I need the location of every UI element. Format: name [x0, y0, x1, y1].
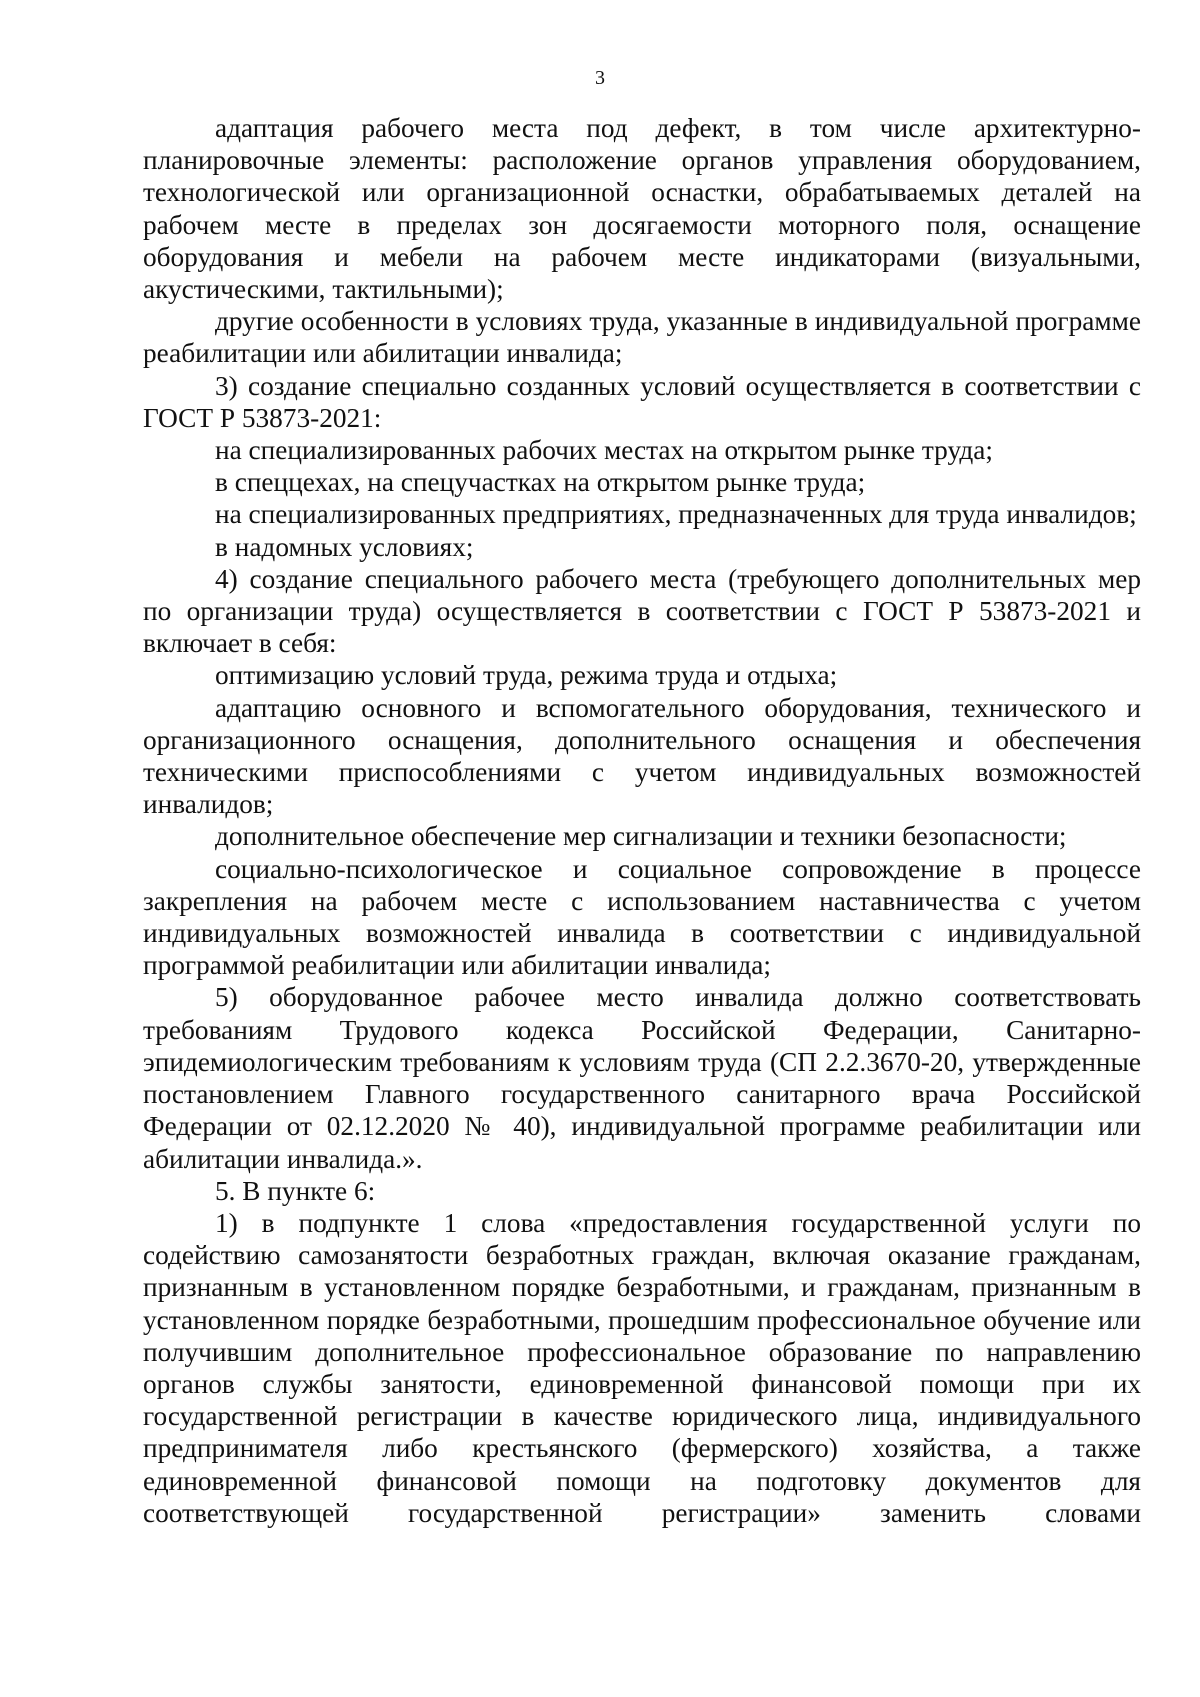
paragraph: адаптацию основного и вспомогательного оборудования, технического и организационного оснащения, дополнительного оснащения и обеспечения техническими приспособлениями с учетом индивидуальных возможностей инвалидов;	[143, 692, 1141, 820]
paragraph: 1) в подпункте 1 слова «предоставления государственной услуги по содействию самозанятости безработных граждан, включая оказание гражданам, признанным в установленном порядке безработными, и гражданам, признанным в установленном порядке безработными, прошедшим профессиональное обучение или получившим дополнительное профессиональное образование по направлению органов службы занятости, единовременной финансовой помощи при их государственной регистрации в качестве юридического лица, индивидуального предпринимателя либо крестьянского (фермерского) хозяйства, а также единовременной финансовой помощи на подготовку документов для соответствующей государственной регистрации» заменить словами	[143, 1207, 1141, 1528]
page-number: 3	[595, 67, 605, 89]
paragraph: другие особенности в условиях труда, указанные в индивидуальной программе реабилитации или абилитации инвалида;	[143, 306, 1141, 369]
paragraph: оптимизацию условий труда, режима труда и отдыха;	[215, 660, 838, 691]
paragraph: на специализированных рабочих местах на открытом рынке труда;	[215, 435, 993, 466]
paragraph: 5. В пункте 6:	[215, 1175, 376, 1206]
paragraph: адаптация рабочего места под дефект, в том числе архитектурно-планировочные элементы: расположение органов управления оборудованием, технологической или организационной оснастки, обрабатываемых деталей на рабочем месте в пределах зон досягаемости моторного поля, оснащение оборудования и мебели на рабочем месте индикаторами (визуальными, акустическими, тактильными);	[143, 113, 1141, 305]
document-body	[143, 112, 1141, 1529]
paragraph: дополнительное обеспечение мер сигнализации и техники безопасности;	[215, 821, 1067, 852]
paragraph: 3) создание специально созданных условий осуществляется в соответствии с ГОСТ Р 53873-2021:	[143, 370, 1141, 433]
paragraph: в надомных условиях;	[215, 531, 474, 562]
paragraph: социально-психологическое и социальное сопровождение в процессе закрепления на рабочем месте с использованием наставничества с учетом индивидуальных возможностей инвалида в соответствии с индивидуальной программой реабилитации или абилитации инвалида;	[143, 853, 1141, 981]
paragraph: в спеццехах, на спецучастках на открытом рынке труда;	[215, 467, 866, 498]
paragraph: на специализированных предприятиях, предназначенных для труда инвалидов;	[215, 499, 1137, 530]
paragraph: 4) создание специального рабочего места (требующего дополнительных мер по организации труда) осуществляется в соответствии с ГОСТ Р 53873-2021 и включает в себя:	[143, 563, 1141, 659]
paragraph: 5) оборудованное рабочее место инвалида должно соответствовать требованиям Трудового кодекса Российской Федерации, Санитарно-эпидемиологическим требованиям к условиям труда (СП 2.2.3670-20, утвержденные постановлением Главного государственного санитарного врача Российской Федерации от 02.12.2020 № 40), индивидуальной программе реабилитации или абилитации инвалида.».	[143, 982, 1141, 1174]
